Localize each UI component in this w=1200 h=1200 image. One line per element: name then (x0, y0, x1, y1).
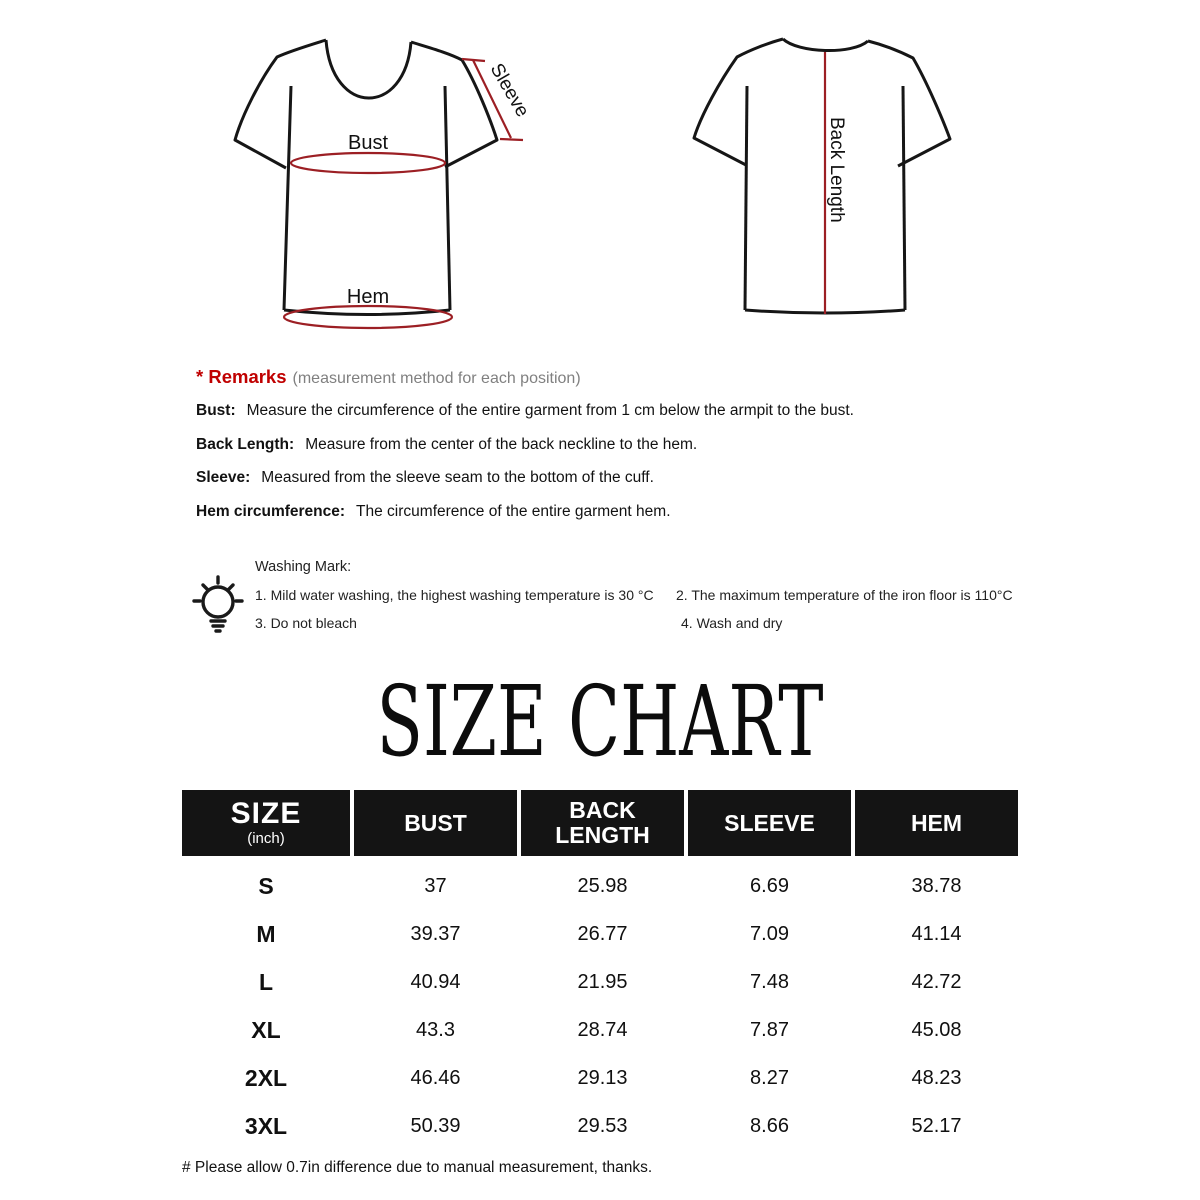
washing-item-1: 1. Mild water washing, the highest washing temperature is 30 °C (255, 587, 654, 603)
size-table (182, 790, 1018, 1150)
cell-back-length: 29.13 (577, 1066, 628, 1089)
cell-sleeve: 8.27 (750, 1066, 789, 1089)
cell-hem: 38.78 (911, 874, 962, 897)
cell-hem: 48.23 (911, 1066, 962, 1089)
cell-sleeve: 6.69 (750, 874, 789, 897)
header-cell-size (182, 790, 350, 856)
remark-hem (196, 503, 671, 521)
cell-back-length: 28.74 (577, 1018, 628, 1041)
cell-bust: 40.94 (410, 970, 461, 993)
cell-back-length: 29.53 (577, 1114, 628, 1137)
remark-bust (196, 402, 854, 420)
table-row-s (182, 862, 1018, 910)
remark-hem-label: Hem circumference: (196, 503, 346, 520)
header-size-label: SIZE (230, 797, 302, 830)
cell-bust: 50.39 (410, 1114, 461, 1137)
header-cell-sleeve: SLEEVE (688, 790, 851, 856)
header-cell-bust: BUST (354, 790, 517, 856)
table-row-l (182, 958, 1018, 1006)
cell-sleeve: 7.48 (750, 970, 789, 993)
front-shirt-diagram (222, 22, 534, 334)
cell-size: S (258, 872, 274, 899)
remark-sleeve-text: Measured from the sleeve seam to the bottom of the cuff. (261, 469, 654, 486)
remark-back-length-label: Back Length: (196, 436, 295, 453)
header-unit-note: (inch) (247, 830, 285, 847)
cell-hem: 41.14 (911, 922, 962, 945)
cell-size: M (256, 920, 276, 947)
cell-sleeve: 7.09 (750, 922, 789, 945)
cell-size: 3XL (244, 1112, 288, 1139)
header-cell-back-length: BACK LENGTH (521, 790, 684, 856)
remark-bust-text: Measure the circumference of the entire garment from 1 cm below the armpit to the bust. (246, 402, 854, 419)
remarks-subtitle: (measurement method for each position) (292, 370, 581, 387)
sleeve-label: Sleeve (485, 60, 533, 121)
measurement-footnote: # Please allow 0.7in difference due to manual measurement, thanks. (182, 1159, 653, 1176)
cell-hem: 52.17 (911, 1114, 962, 1137)
remark-hem-text: The circumference of the entire garment hem. (356, 503, 671, 520)
cell-hem: 42.72 (911, 970, 962, 993)
washing-item-3: 3. Do not bleach (255, 615, 357, 631)
cell-back-length: 25.98 (577, 874, 628, 897)
cell-size: XL (251, 1016, 281, 1043)
cell-back-length: 26.77 (577, 922, 628, 945)
remarks-header (196, 366, 581, 388)
cell-hem: 45.08 (911, 1018, 962, 1041)
cell-bust: 39.37 (410, 922, 461, 945)
remark-sleeve (196, 469, 654, 487)
hem-measure-ellipse (284, 306, 452, 328)
bust-label: Bust (347, 132, 389, 154)
back-shirt-diagram (668, 22, 968, 334)
remark-back-length-text: Measure from the center of the back neckline to the hem. (305, 436, 698, 453)
back-length-label: Back Length (826, 117, 847, 223)
cell-size: L (258, 968, 274, 995)
washing-item-4: 4. Wash and dry (681, 615, 783, 631)
table-row-3xl (182, 1102, 1018, 1150)
cell-bust: 46.46 (410, 1066, 461, 1089)
remark-back-length (196, 436, 697, 454)
cell-sleeve: 8.66 (750, 1114, 789, 1137)
size-chart-title: SIZE CHART (376, 665, 824, 778)
size-table-header (182, 790, 1018, 856)
table-row-xl (182, 1006, 1018, 1054)
remarks-title: * Remarks (196, 366, 287, 387)
cell-bust: 37 (424, 874, 447, 897)
hem-label: Hem (346, 286, 390, 308)
remark-sleeve-label: Sleeve: (196, 469, 251, 486)
cell-sleeve: 7.87 (750, 1018, 789, 1041)
size-table-body (182, 862, 1018, 1150)
table-row-m (182, 910, 1018, 958)
washing-item-2: 2. The maximum temperature of the iron floor is 110°C (676, 587, 1013, 603)
header-cell-hem: HEM (855, 790, 1018, 856)
remark-bust-label: Bust: (196, 402, 236, 419)
cell-size: 2XL (244, 1064, 288, 1091)
cell-back-length: 21.95 (577, 970, 628, 993)
cell-bust: 43.3 (416, 1018, 455, 1041)
washing-mark-title: Washing Mark: (255, 559, 352, 575)
bust-measure-ellipse (291, 153, 445, 173)
table-row-2xl (182, 1054, 1018, 1102)
lightbulb-icon (191, 571, 249, 635)
